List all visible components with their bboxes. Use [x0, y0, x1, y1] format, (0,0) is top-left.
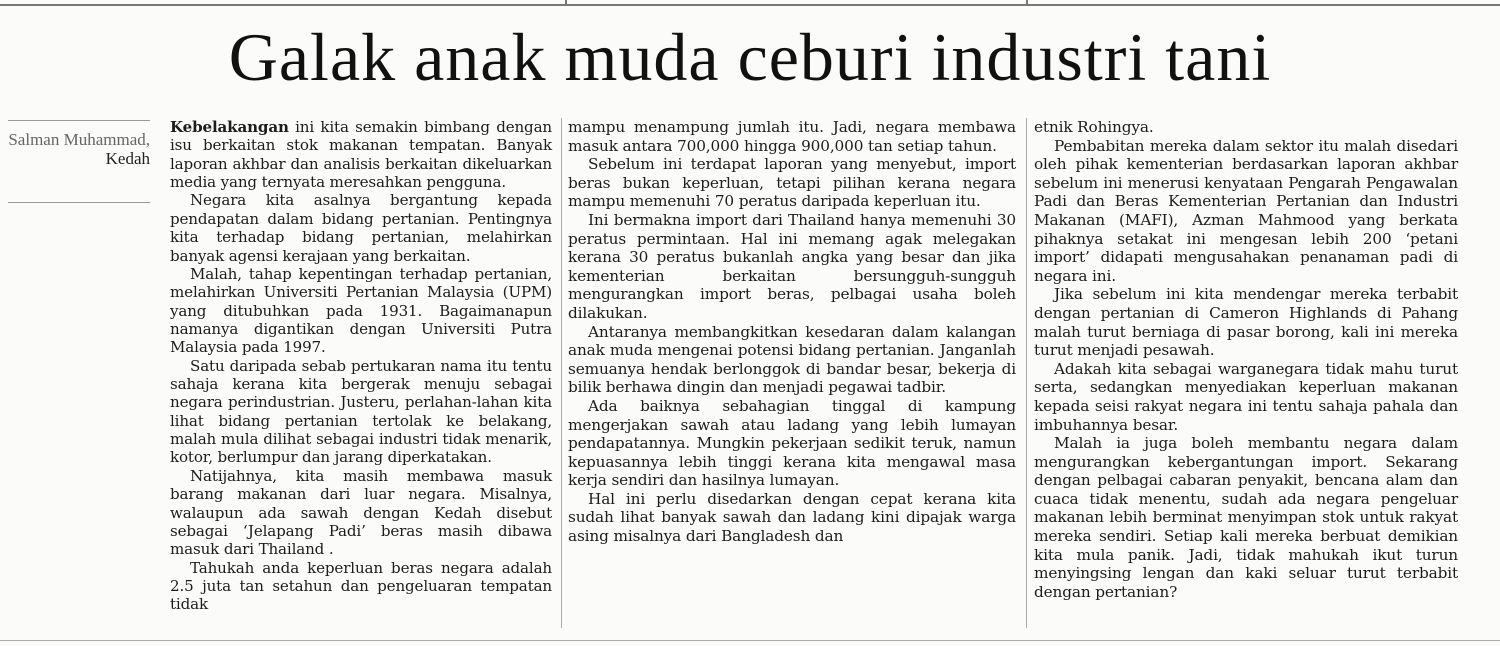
lead-word: Kebelakangan [170, 118, 289, 136]
paragraph [170, 118, 552, 191]
paragraph: Sebelum ini terdapat laporan yang menyebut, import beras bukan keperluan, tetapi pilihan kerana negara mampu memenuhi 70 peratus daripada keperluan itu. [568, 155, 1016, 211]
article-column-1 [170, 118, 552, 614]
byline-author: Salman Muhammad, [8, 130, 150, 149]
paragraph: Ini bermakna import dari Thailand hanya memenuhi 30 peratus permintaan. Hal ini memang agak melegakan kerana 30 peratus bukanlah angka yang besar dan jika kementerian berkaitan bersungguh-sungguh mengurangkan import beras, pelbagai usaha boleh dilakukan. [568, 210, 1016, 322]
paragraph: etnik Rohingya. [1034, 118, 1154, 136]
byline-top-rule [8, 120, 150, 121]
paragraph: Hal ini perlu disedarkan dengan cepat kerana kita sudah lihat banyak sawah dan ladang kini dipajak warga asing misalnya dari Bangladesh dan [568, 489, 1016, 546]
column-divider [1026, 118, 1027, 628]
top-rule [0, 4, 1500, 6]
byline-location: Kedah [105, 149, 150, 168]
paragraph: Jika sebelum ini kita mendengar mereka terbabit dengan pertanian di Cameron Highlands di Pahang malah turut berniaga di pasar borong, kali ini mereka turut menjadi pesawah. [1034, 285, 1458, 360]
headline: Galak anak muda ceburi industri tani [228, 19, 1272, 95]
article-column-3 [1034, 118, 1458, 601]
paragraph: Negara kita asalnya bergantung kepada pendapatan dalam bidang pertanian. Pentingnya kita terhadap bidang pertanian, melahirkan banyak agensi kerajaan yang berkaitan. [170, 191, 552, 265]
column-divider [561, 118, 562, 628]
paragraph: Satu daripada sebab pertukaran nama itu tentu sahaja kerana kita bergerak menuju sebagai negara perindustrian. Justeru, perlahan-lahan kita lihat bidang pertanian tertolak ke belakang, malah mula dilihat sebagai industri tidak menarik, kotor, berlumpur dan jarang diperkatakan. [170, 356, 552, 467]
paragraph: Ada baiknya sebahagian tinggal di kampung mengerjakan sawah atau ladang yang lebih lumayan pendapatannya. Mungkin pekerjaan sedikit teruk, namun kepuasannya lebih tinggi kerana kita mengawal masa kerja sendiri dan hasilnya lumayan. [568, 396, 1016, 490]
paragraph: Adakah kita sebagai warganegara tidak mahu turut serta, sedangkan menyediakan keperluan makanan kepada seisi rakyat negara ini tentu sahaja pahala dan imbuhannya besar. [1034, 359, 1458, 434]
paragraph: Malah, tahap kepentingan terhadap pertanian, melahirkan Universiti Pertanian Malaysia (UPM) yang ditubuhkan pada 1931. Bagaimanapun namanya digantikan dengan Universiti Putra Malaysia pada 1997. [170, 264, 552, 357]
bottom-rule [0, 640, 1500, 641]
top-column-tick [1026, 0, 1028, 6]
paragraph: mampu menampung jumlah itu. Jadi, negara membawa masuk antara 700,000 hingga 900,000 tan setiap tahun. [568, 118, 1016, 155]
byline-bottom-rule [8, 202, 150, 203]
paragraph: Tahukah anda keperluan beras negara adalah 2.5 juta tan setahun dan pengeluaran tempatan tidak [170, 558, 552, 614]
article-column-2 [568, 118, 1016, 546]
paragraph-text: ini kita semakin bimbang dengan isu berkaitan stok makanan tempatan. Banyak laporan akhbar dan analisis berkaitan dikeluarkan media yang ternyata meresahkan pengguna. [170, 118, 552, 192]
paragraph: Natijahnya, kita masih membawa masuk barang makanan dari luar negara. Misalnya, walaupun ada sawah dengan Kedah disebut sebagai ‘Jelapang Padi’ beras masih dibawa masuk dari Thailand . [170, 466, 552, 559]
paragraph: Pembabitan mereka dalam sektor itu malah disedari oleh pihak kementerian berdasarkan laporan akhbar sebelum ini menerusi kenyataan Pengarah Pengawalan Padi dan Beras Kementerian Pertanian dan Industri Makanan (MAFI), Azman Mahmood yang berkata pihaknya setakat ini mengesan lebih 200 ‘petani import’ didapati mengusahakan penanaman padi di negara ini. [1034, 136, 1458, 285]
top-column-tick [565, 0, 567, 6]
paragraph: Malah ia juga boleh membantu negara dalam mengurangkan kebergantungan import. Sekarang dengan pelbagai cabaran penyakit, bencana alam dan cuaca tidak menentu, sudah ada negara pengeluar makanan lebih berminat menyimpan stok untuk rakyat mereka sendiri. Setiap kali mereka berbuat demikian kita mula panik. Jadi, tidak mahukah ikut turun menyingsing lengan dan kaki seluar turut terbabit dengan pertanian? [1034, 434, 1458, 601]
byline [8, 130, 150, 168]
paragraph: Antaranya membangkitkan kesedaran dalam kalangan anak muda mengenai potensi bidang pertanian. Janganlah semuanya hendak berlonggok di bandar besar, bekerja di bilik berhawa dingin dan menjadi pegawai tadbir. [568, 322, 1016, 397]
